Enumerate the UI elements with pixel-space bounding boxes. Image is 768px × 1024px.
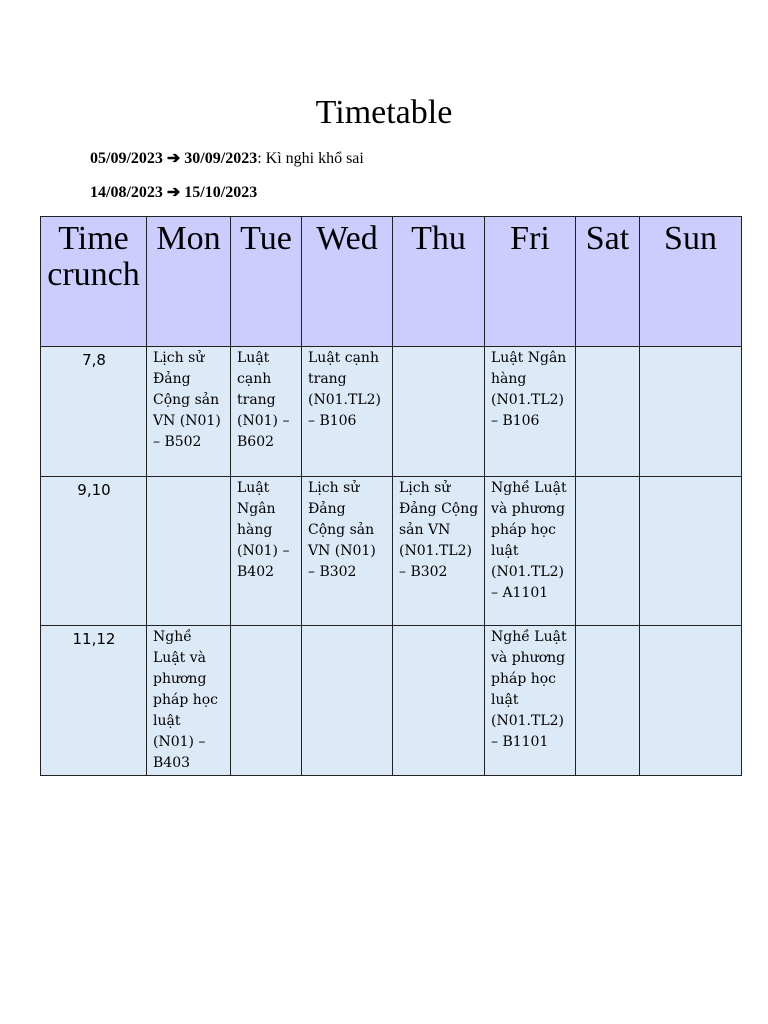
- header-mon: Mon: [147, 217, 231, 347]
- header-thu: Thu: [393, 217, 485, 347]
- date-from: 05/09/2023: [90, 150, 163, 167]
- sun-cell: [640, 347, 742, 477]
- date-to: 15/10/2023: [184, 184, 258, 201]
- header-wed: Wed: [302, 217, 393, 347]
- date-range-semester: [90, 182, 257, 202]
- tue-cell: [231, 626, 302, 776]
- time-cell: 7,8: [41, 347, 147, 477]
- time-cell: 11,12: [41, 626, 147, 776]
- mon-cell: [147, 477, 231, 626]
- fri-cell: Luật Ngân hàng (N01.TL2) – B106: [485, 347, 576, 477]
- arrow-icon: ➔: [166, 150, 181, 167]
- page-title: Timetable: [315, 94, 453, 131]
- wed-cell: Luật cạnh trang (N01.TL2) – B106: [302, 347, 393, 477]
- sat-cell: [576, 626, 640, 776]
- time-cell: 9,10: [41, 477, 147, 626]
- header-sat: Sat: [576, 217, 640, 347]
- thu-cell: [393, 347, 485, 477]
- header-sun: Sun: [640, 217, 742, 347]
- header-tue: Tue: [231, 217, 302, 347]
- arrow-icon: ➔: [166, 184, 181, 201]
- tue-cell: Luật Ngân hàng (N01) – B402: [231, 477, 302, 626]
- wed-cell: Lịch sử Đảng Cộng sản VN (N01) – B302: [302, 477, 393, 626]
- tue-cell: Luật cạnh trang (N01) – B602: [231, 347, 302, 477]
- date-range-note: [90, 148, 364, 168]
- fri-cell: Nghề Luật và phương pháp học luật (N01.TL2) – A1101: [485, 477, 576, 626]
- sat-cell: [576, 477, 640, 626]
- mon-cell: Lịch sử Đảng Cộng sản VN (N01) – B502: [147, 347, 231, 477]
- sun-cell: [640, 477, 742, 626]
- note-text: : Kì nghi khổ sai: [257, 150, 364, 167]
- header-fri: Fri: [485, 217, 576, 347]
- header-row: [41, 217, 742, 347]
- table-row: [41, 347, 742, 477]
- header-time: Time crunch: [41, 217, 147, 347]
- mon-cell: Nghề Luật và phương pháp học luật (N01) – B403: [147, 626, 231, 776]
- date-from: 14/08/2023: [90, 184, 163, 201]
- table-row: [41, 626, 742, 776]
- timetable: [40, 216, 742, 776]
- sun-cell: [640, 626, 742, 776]
- sat-cell: [576, 347, 640, 477]
- fri-cell: Nghề Luật và phương pháp học luật (N01.TL2) – B1101: [485, 626, 576, 776]
- wed-cell: [302, 626, 393, 776]
- thu-cell: Lịch sử Đảng Cộng sản VN (N01.TL2) – B302: [393, 477, 485, 626]
- date-to: 30/09/2023: [184, 150, 258, 167]
- thu-cell: [393, 626, 485, 776]
- table-row: [41, 477, 742, 626]
